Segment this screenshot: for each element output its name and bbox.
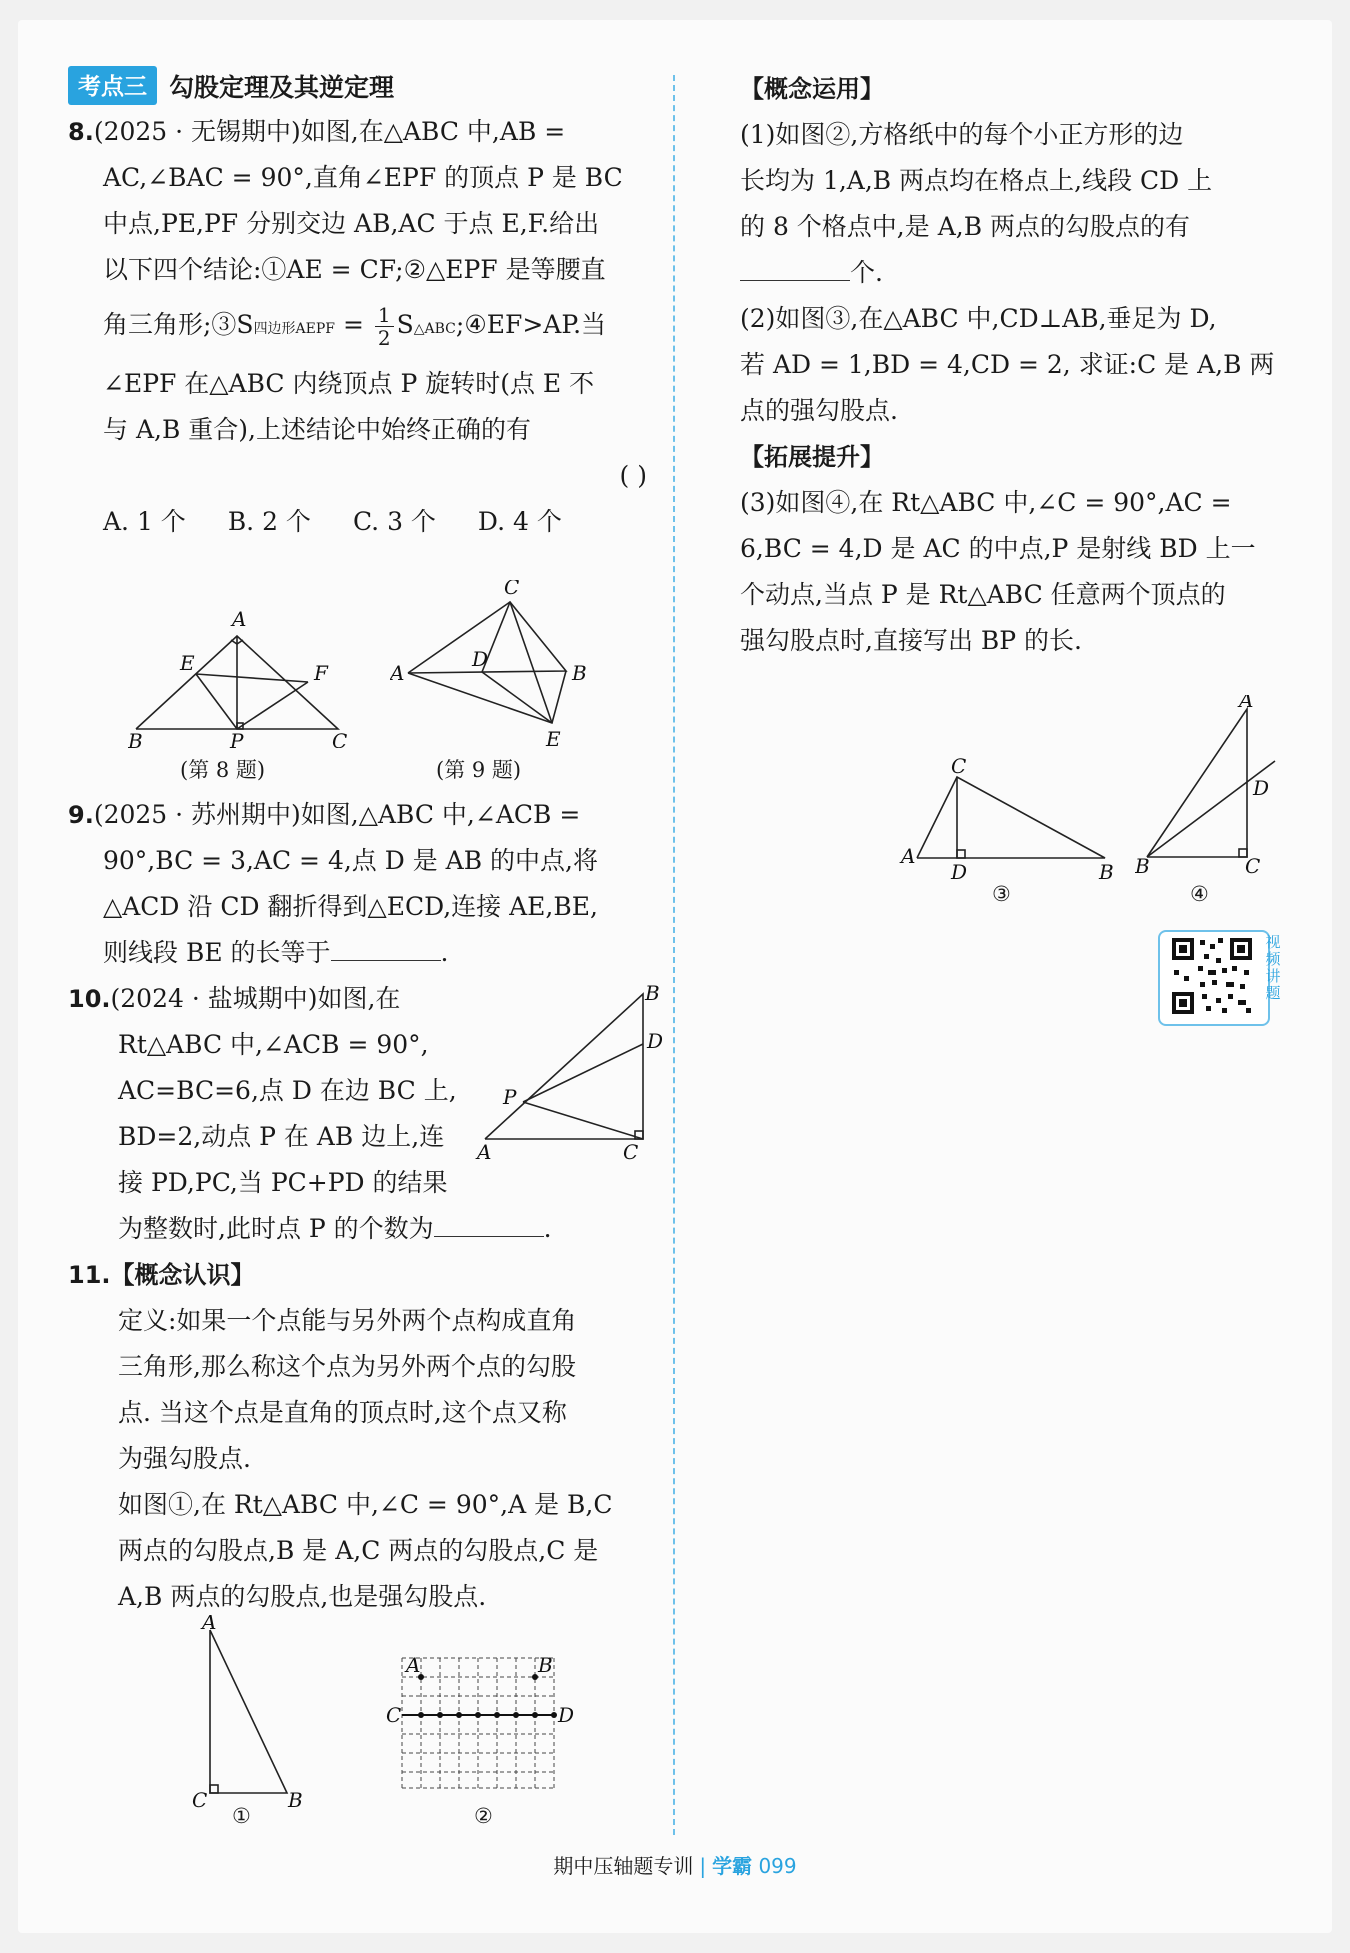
figure-4 <box>1135 695 1285 879</box>
svg-text:C: C <box>386 1703 402 1727</box>
q10-line-5: 接 PD,PC,当 PC+PD 的结果 <box>118 1168 448 1197</box>
p2-line-2: 若 AD = 1,BD = 4,CD = 2, 求证:C 是 A,B 两 <box>740 350 1275 379</box>
q9-answer-blank[interactable] <box>331 938 441 961</box>
q8-options <box>68 499 653 545</box>
q8-line-2: AC,∠BAC = 90°,直角∠EPF 的顶点 P 是 BC <box>103 163 623 192</box>
svg-text:B: B <box>572 661 587 685</box>
figure-1 <box>180 1615 320 1819</box>
svg-text:D: D <box>951 860 968 884</box>
svg-text:C: C <box>623 1140 639 1162</box>
q11-head: 11.【概念认识】 <box>68 1261 255 1289</box>
q11-line-1: 定义:如果一个点能与另外两个点构成直角 <box>118 1306 577 1335</box>
question-8 <box>68 109 653 545</box>
fraction-half: $\frac{1}{2}$ <box>375 304 394 349</box>
p2-line-1: (2)如图③,在△ABC 中,CD⊥AB,垂足为 D, <box>740 304 1217 333</box>
svg-text:B: B <box>538 1653 553 1677</box>
option-d[interactable]: D. 4 个 <box>477 507 562 536</box>
svg-text:C: C <box>192 1788 208 1812</box>
question-9 <box>68 792 653 976</box>
svg-text:C: C <box>1245 854 1261 875</box>
q10-line-6: 为整数时,此时点 P 的个数为 . <box>118 1214 552 1243</box>
caption-q9: (第 9 题) <box>436 758 522 782</box>
svg-text:C: C <box>504 580 520 599</box>
figure-q8 <box>128 598 358 752</box>
svg-text:D: D <box>647 1029 664 1053</box>
p3-line-3: 个动点,当点 P 是 Rt△ABC 任意两个顶点的 <box>740 580 1226 609</box>
option-c[interactable]: C. 3 个 <box>352 507 436 536</box>
section-title: 勾股定理及其逆定理 <box>169 72 395 102</box>
q10-line-4: BD=2,动点 P 在 AB 边上,连 <box>118 1122 445 1151</box>
q10-line-2: Rt△ABC 中,∠ACB = 90°, <box>118 1030 429 1059</box>
q9-line-4: 则线段 BE 的长等于 . <box>103 938 449 967</box>
q8-number: 8. <box>68 118 94 146</box>
q10-line-1: 10.(2024 · 盐城期中)如图,在 <box>68 984 401 1013</box>
svg-text:D: D <box>1253 776 1270 800</box>
svg-text:B: B <box>1099 860 1114 884</box>
p1-line-1: (1)如图②,方格纸中的每个小正方形的边 <box>740 120 1184 149</box>
figure-q10 <box>475 982 665 1166</box>
svg-text:A: A <box>406 1653 421 1677</box>
svg-text:A: A <box>1239 695 1254 712</box>
p3-line-4: 强勾股点时,直接写出 BP 的长. <box>740 626 1082 655</box>
p1-line-3: 的 8 个格点中,是 A,B 两点的勾股点的有 <box>740 212 1191 241</box>
p1-line-4: 个. <box>740 250 1280 296</box>
caption-fig4: ④ <box>1190 882 1209 906</box>
q11-line-4: 为强勾股点. <box>118 1444 251 1473</box>
sub-triangle: △ABC <box>413 321 456 337</box>
left-column-lower <box>68 792 653 1620</box>
sub-quad: 四边形AEPF <box>253 321 336 337</box>
column-divider <box>673 75 675 1835</box>
p1-line-2: 长均为 1,A,B 两点均在格点上,线段 CD 上 <box>740 166 1213 195</box>
q9-line-2: 90°,BC = 3,AC = 4,点 D 是 AB 的中点,将 <box>103 846 598 875</box>
q11-line-7: A,B 两点的勾股点,也是强勾股点. <box>118 1582 487 1611</box>
svg-text:P: P <box>503 1085 517 1109</box>
q11-line-5: 如图①,在 Rt△ABC 中,∠C = 90°,A 是 B,C <box>118 1490 613 1519</box>
caption-q8: (第 8 题) <box>180 758 266 782</box>
q8-line-6: ∠EPF 在△ABC 内绕顶点 P 旋转时(点 E 不 <box>103 369 595 398</box>
figure-3 <box>895 755 1130 889</box>
svg-text:C: C <box>951 755 967 778</box>
q8-line-1: 8.(2025 · 无锡期中)如图,在△ABC 中,AB = <box>68 117 566 146</box>
svg-text:B: B <box>128 729 143 748</box>
svg-text:A: A <box>202 1615 217 1634</box>
svg-text:B: B <box>1135 854 1150 875</box>
q11-line-3: 点. 当这个点是直角的顶点时,这个点又称 <box>118 1398 567 1427</box>
svg-text:A: A <box>390 661 405 685</box>
caption-fig2: ② <box>474 1804 493 1828</box>
svg-text:B: B <box>645 982 660 1005</box>
q8-line-4: 以下四个结论:①AE = CF;②△EPF 是等腰直 <box>103 255 606 284</box>
p2-line-3: 点的强勾股点. <box>740 396 898 425</box>
svg-text:A: A <box>477 1140 492 1162</box>
extension-head: 【拓展提升】 <box>740 443 884 471</box>
qr-code[interactable] <box>1158 930 1270 1026</box>
p3-line-1: (3)如图④,在 Rt△ABC 中,∠C = 90°,AC = <box>740 488 1232 517</box>
page-number: 099 <box>758 1854 797 1878</box>
p3-line-2: 6,BC = 4,D 是 AC 的中点,P 是射线 BD 上一 <box>740 534 1256 563</box>
svg-text:A: A <box>232 607 247 631</box>
q8-line-5: 角三角形;③S四边形AEPF = $\frac{1}{2}$ S△ABC;④EF>AP.当 <box>103 303 607 350</box>
left-column <box>68 66 653 545</box>
figure-2-grid <box>382 1650 592 1804</box>
caption-fig3: ③ <box>992 882 1011 906</box>
q9-line-1: 9.(2025 · 苏州期中)如图,△ABC 中,∠ACB = <box>68 800 581 829</box>
svg-text:C: C <box>332 729 348 748</box>
footer-title: 期中压轴题专训 <box>553 1854 694 1878</box>
q8-line-7: 与 A,B 重合),上述结论中始终正确的有 <box>103 415 531 444</box>
q8-answer-paren[interactable]: ( ) <box>619 461 647 490</box>
svg-text:D: D <box>472 647 489 671</box>
svg-text:E: E <box>180 651 195 675</box>
right-column <box>740 66 1280 664</box>
q9-line-3: △ACD 沿 CD 翻折得到△ECD,连接 AE,BE, <box>103 892 598 921</box>
caption-fig1: ① <box>232 1804 251 1828</box>
option-b[interactable]: B. 2 个 <box>227 507 311 536</box>
svg-text:F: F <box>314 661 328 685</box>
q11-line-6: 两点的勾股点,B 是 A,C 两点的勾股点,C 是 <box>118 1536 599 1565</box>
figure-q9 <box>390 580 610 754</box>
svg-text:B: B <box>288 1788 303 1812</box>
question-11 <box>68 1252 653 1620</box>
option-a[interactable]: A. 1 个 <box>103 507 186 536</box>
svg-text:E: E <box>546 727 561 750</box>
page-footer: 期中压轴题专训 | 学霸 099 <box>553 1854 797 1878</box>
q8-line-3: 中点,PE,PF 分别交边 AB,AC 于点 E,F.给出 <box>103 209 600 238</box>
q10-line-3: AC=BC=6,点 D 在边 BC 上, <box>118 1076 457 1105</box>
section-header <box>68 66 653 105</box>
svg-text:A: A <box>901 844 916 868</box>
q10-answer-blank[interactable] <box>434 1214 544 1237</box>
section-badge: 考点三 <box>68 66 157 105</box>
concept-application-head: 【概念运用】 <box>740 75 884 103</box>
q11-line-2: 三角形,那么称这个点为另外两个点的勾股 <box>118 1352 576 1381</box>
footer-brand: 学霸 <box>712 1854 753 1878</box>
qr-label: 视频讲题 <box>1265 933 1281 1002</box>
svg-text:P: P <box>230 729 244 748</box>
svg-text:D: D <box>558 1703 575 1727</box>
p1-answer-blank[interactable] <box>740 258 850 281</box>
